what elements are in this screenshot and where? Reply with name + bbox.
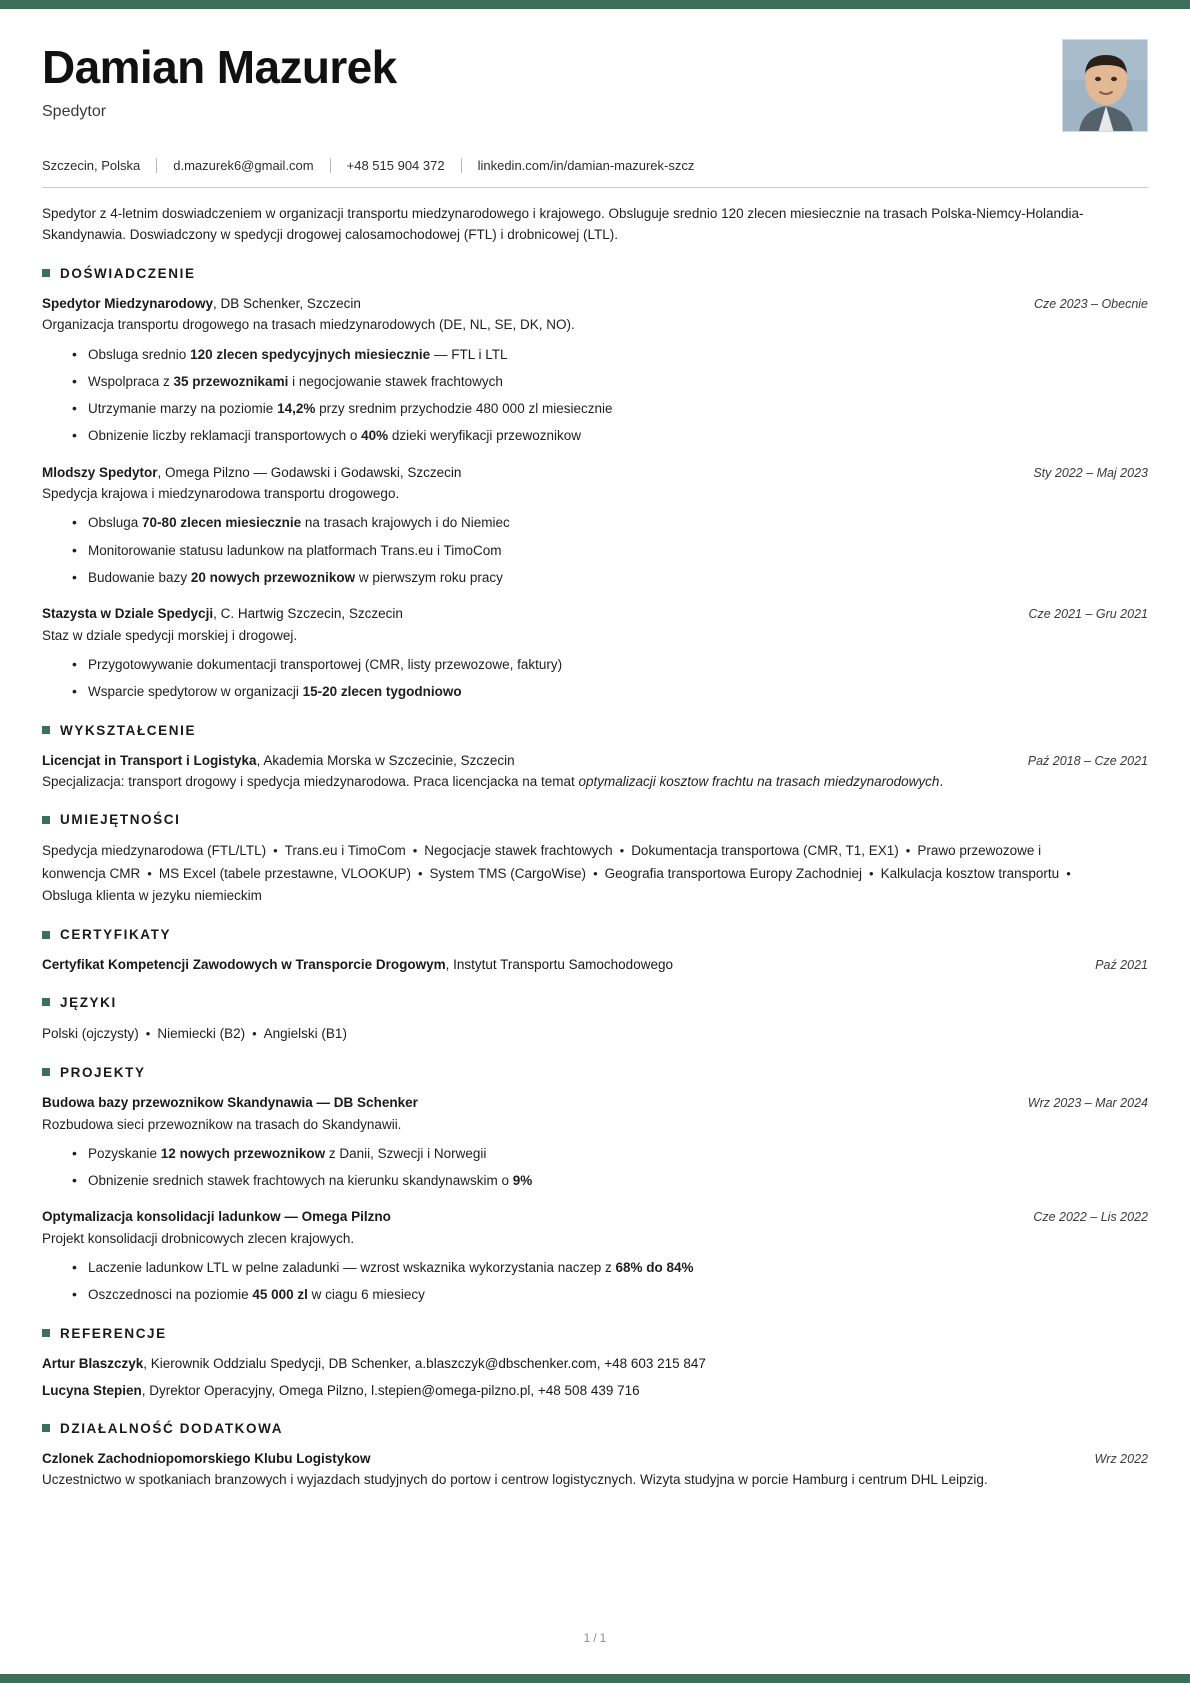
experience-entry-list (42, 294, 1148, 703)
bullet-list (42, 655, 1148, 703)
bullet-highlight: 9% (512, 1173, 533, 1189)
language-item: Angielski (B1) (263, 1025, 347, 1041)
section-heading-label: DZIAŁALNOŚĆ DODATKOWA (60, 1420, 284, 1436)
job-date: Cze 2023 – Obecnie (1034, 296, 1148, 311)
section-heading-label: WYKSZTAŁCENIE (60, 722, 197, 738)
experience-entry (42, 294, 1148, 447)
entry-title (42, 294, 1018, 314)
project-entry (42, 1207, 1148, 1305)
entry-title (42, 604, 1012, 624)
entry-header (42, 294, 1148, 314)
skill-separator: • (273, 843, 278, 859)
entry-subtitle-inline: , Instytut Transportu Samochodowego (445, 957, 673, 973)
square-bullet-icon (42, 726, 50, 734)
bullet-highlight: 12 nowych przewoznikow (160, 1145, 326, 1161)
job-role: Spedytor Miedzynarodowy (42, 295, 214, 311)
entry-title (42, 1354, 1148, 1374)
bullet-item: • Obnizenie srednich stawek frachtowych na kierunku skandynawskim o 9% (72, 1171, 1148, 1191)
professional-summary: Spedytor z 4-letnim doswiadczeniem w organizacji transportu miedzynarodowego i krajowego. Obsluguje srednio 120 zlecen miesiecznie na trasach Polska-Niemcy-Holandia-Skandynawia. Doswiadczony w spedycji drogowej calosamochodowej (FTL) i drobnicowej (LTL). (42, 206, 1084, 242)
extra-activity-name: Czlonek Zachodniopomorskiego Klubu Logistykow (42, 1450, 371, 1466)
bullet-item: • Budowanie bazy 20 nowych przewoznikow w pierwszym roku pracy (72, 568, 1148, 588)
job-date: Sty 2022 – Maj 2023 (1033, 465, 1148, 480)
project-entry-list (42, 1093, 1148, 1306)
skill-separator: • (619, 843, 625, 859)
entry-subtitle-inline: , Dyrektor Operacyjny, Omega Pilzno, l.stepien@omega-pilzno.pl, +48 508 439 716 (141, 1383, 640, 1399)
entry-title (42, 751, 1012, 771)
skill-item: Obsluga klienta w jezyku niemieckim (42, 887, 262, 903)
contact-divider (461, 158, 462, 173)
accent-bottom-bar (0, 1674, 1190, 1683)
skill-separator: • (412, 843, 418, 859)
bullet-highlight: 45 000 zl (252, 1287, 308, 1303)
section-heading-experience (42, 266, 1148, 281)
reference-entry (42, 1381, 1148, 1401)
project-name: Budowa bazy przewoznikow Skandynawia — DB Schenker (42, 1094, 418, 1110)
section-education (42, 723, 1148, 793)
bullet-highlight: 15-20 zlecen tygodniowo (302, 684, 462, 700)
education-entry-list (42, 751, 1148, 793)
entry-subtitle-inline: , Akademia Morska w Szczecinie, Szczecin (256, 752, 515, 768)
project-date: Cze 2022 – Lis 2022 (1033, 1210, 1148, 1225)
page-indicator: 1 / 1 (583, 1633, 607, 1645)
bullet-highlight: 35 przewoznikami (173, 373, 289, 389)
skills-list (42, 840, 1092, 907)
section-heading-projects (42, 1065, 1148, 1080)
bullet-item: • Przygotowywanie dokumentacji transportowej (CMR, listy przewozowe, faktury) (72, 655, 1148, 675)
entry-title (42, 1449, 1079, 1469)
entry-subtitle-inline: , C. Hartwig Szczecin, Szczecin (213, 606, 403, 622)
skill-separator: • (593, 865, 598, 881)
job-date: Cze 2021 – Gru 2021 (1028, 607, 1148, 622)
language-separator: • (145, 1025, 151, 1041)
entry-title (42, 463, 1017, 483)
thesis-title: optymalizacji kosztow frachtu na trasach miedzynarodowych (578, 774, 940, 790)
contact-location: Szczecin, Polska (42, 158, 141, 173)
section-heading-education (42, 723, 1148, 738)
square-bullet-icon (42, 1424, 50, 1432)
certificate-entry (42, 955, 1148, 975)
section-references (42, 1326, 1148, 1401)
square-bullet-icon (42, 931, 50, 939)
bullet-list (42, 513, 1148, 588)
reference-name: Artur Blaszczyk (42, 1355, 144, 1371)
section-heading-skills (42, 812, 1148, 827)
section-projects (42, 1065, 1148, 1306)
bullet-item: • Laczenie ladunkow LTL w pelne zaladunki — wzrost wskaznika wykorzystania naczep z 68% do 84% (72, 1258, 1148, 1278)
entry-header (42, 1207, 1148, 1227)
section-experience (42, 266, 1148, 703)
square-bullet-icon (42, 998, 50, 1006)
entry-header (42, 1449, 1148, 1469)
bullet-item: • Pozyskanie 12 nowych przewoznikow z Danii, Szwecji i Norwegii (72, 1144, 1148, 1164)
job-title: Spedytor (42, 103, 107, 121)
languages-list (42, 1023, 1092, 1045)
experience-entry (42, 604, 1148, 702)
section-heading-languages (42, 995, 1148, 1010)
bullet-highlight: 70-80 zlecen miesiecznie (142, 515, 302, 531)
skill-item: System TMS (CargoWise) (429, 865, 587, 881)
certificate-date: Paź 2021 (1095, 958, 1148, 973)
entry-subtitle-inline: , Omega Pilzno — Godawski i Godawski, Szczecin (157, 464, 462, 480)
header-divider (42, 187, 1148, 188)
section-heading-certificates (42, 927, 1148, 942)
experience-entry (42, 463, 1148, 589)
education-description: Specjalizacja: transport drogowy i spedycja miedzynarodowa. Praca licencjacka na temat optymalizacji kosztow frachtu na trasach miedzynarodowych. (42, 774, 944, 790)
section-extra-activity (42, 1421, 1148, 1491)
skill-item: Prawo przewozowe i konwencja CMR (42, 843, 1042, 881)
entry-subtitle-inline: , Kierownik Oddzialu Spedycji, DB Schenker, a.blaszczyk@dbschenker.com, +48 603 215 847 (143, 1355, 706, 1371)
entry-header (42, 463, 1148, 483)
bullet-item: • Oszczednosci na poziomie 45 000 zl w ciagu 6 miesiecy (72, 1285, 1148, 1305)
certificate-entry-list (42, 955, 1148, 975)
education-date: Paź 2018 – Cze 2021 (1027, 753, 1148, 768)
skill-item: Trans.eu i TimoCom (284, 843, 406, 859)
bullet-list (42, 345, 1148, 447)
reference-entry (42, 1354, 1148, 1374)
entry-header (42, 604, 1148, 624)
entry-title (42, 1381, 1148, 1401)
section-languages (42, 995, 1148, 1045)
skill-item: Spedycja miedzynarodowa (FTL/LTL) (42, 843, 267, 859)
resume-header (42, 35, 1148, 132)
extra-entry-list (42, 1449, 1148, 1491)
bullet-item: • Wspolpraca z 35 przewoznikami i negocjowanie stawek frachtowych (72, 372, 1148, 392)
entry-header (42, 1381, 1148, 1401)
bullet-item: • Utrzymanie marzy na poziomie 14,2% przy srednim przychodzie 480 000 zl miesiecznie (72, 399, 1148, 419)
bullet-highlight: 68% do 84% (615, 1260, 694, 1276)
section-certificates (42, 927, 1148, 975)
entry-header (42, 1093, 1148, 1113)
avatar (1062, 39, 1148, 132)
bullet-item: • Obsluga 70-80 zlecen miesiecznie na trasach krajowych i do Niemiec (72, 513, 1148, 533)
section-skills (42, 812, 1148, 907)
extra-activity-entry (42, 1449, 1148, 1491)
entry-title (42, 955, 1079, 975)
bullet-item: • Monitorowanie statusu ladunkow na platformach Trans.eu i TimoCom (72, 541, 1148, 561)
contact-linkedin[interactable]: linkedin.com/in/damian-mazurek-szcz (477, 158, 695, 173)
resume-content (0, 9, 1190, 1491)
bullet-highlight: 120 zlecen spedycyjnych miesiecznie (190, 346, 431, 362)
bullet-item: • Obsluga srednio 120 zlecen spedycyjnych miesiecznie — FTL i LTL (72, 345, 1148, 365)
degree-name: Licencjat in Transport i Logistyka (42, 752, 257, 768)
section-heading-label: REFERENCJE (60, 1325, 167, 1341)
project-date: Wrz 2023 – Mar 2024 (1027, 1095, 1148, 1110)
entry-title (42, 1093, 1012, 1113)
reference-name: Lucyna Stepien (42, 1383, 142, 1399)
page-title: Damian Mazurek (42, 41, 397, 93)
contact-row (42, 158, 1148, 173)
job-description: Organizacja transportu drogowego na trasach miedzynarodowych (DE, NL, SE, DK, NO). (42, 317, 575, 333)
job-role: Stazysta w Dziale Spedycji (42, 606, 214, 622)
language-item: Polski (ojczysty) (42, 1025, 139, 1041)
square-bullet-icon (42, 1068, 50, 1076)
skill-separator: • (147, 865, 152, 881)
avatar-photo-icon (1063, 40, 1148, 132)
section-heading-extra-activity (42, 1421, 1148, 1436)
section-heading-label: PROJEKTY (60, 1064, 146, 1080)
job-description: Spedycja krajowa i miedzynarodowa transportu drogowego. (42, 486, 400, 502)
contact-email[interactable]: d.mazurek6@gmail.com (173, 158, 314, 173)
entry-subtitle-inline: , DB Schenker, Szczecin (213, 295, 361, 311)
language-item: Niemiecki (B2) (157, 1025, 246, 1041)
accent-top-bar (0, 0, 1190, 9)
bullet-highlight: 40% (361, 428, 389, 444)
skill-separator: • (869, 865, 874, 881)
skill-separator: • (1066, 865, 1071, 881)
entry-title (42, 1207, 1017, 1227)
skill-separator: • (417, 865, 423, 881)
square-bullet-icon (42, 269, 50, 277)
skill-item: Negocjacje stawek frachtowych (424, 843, 613, 859)
skill-item: Kalkulacja kosztow transportu (880, 865, 1060, 881)
bullet-highlight: 20 nowych przewoznikow (190, 569, 356, 585)
skill-item: MS Excel (tabele przestawne, VLOOKUP) (158, 865, 411, 881)
header-text-block (42, 35, 1062, 121)
bullet-list (42, 1258, 1148, 1306)
certificate-name: Certyfikat Kompetencji Zawodowych w Transporcie Drogowym (42, 957, 446, 973)
contact-phone[interactable]: +48 515 904 372 (346, 158, 445, 173)
job-role: Mlodszy Spedytor (42, 464, 158, 480)
section-heading-references (42, 1326, 1148, 1341)
reference-entry-list (42, 1354, 1148, 1401)
bullet-item: • Obnizenie liczby reklamacji transportowych o 40% dzieki weryfikacji przewoznikow (72, 426, 1148, 446)
square-bullet-icon (42, 816, 50, 824)
entry-header (42, 1354, 1148, 1374)
project-entry (42, 1093, 1148, 1191)
bullet-list (42, 1144, 1148, 1192)
project-description: Projekt konsolidacji drobnicowych zlecen krajowych. (42, 1230, 355, 1246)
skill-item: Dokumentacja transportowa (CMR, T1, EX1) (631, 843, 899, 859)
section-heading-label: CERTYFIKATY (60, 927, 172, 943)
skill-item: Geografia transportowa Europy Zachodniej (604, 865, 863, 881)
bullet-item: • Wsparcie spedytorow w organizacji 15-20 zlecen tygodniowo (72, 682, 1148, 702)
section-heading-label: JĘZYKI (60, 994, 117, 1010)
project-name: Optymalizacja konsolidacji ladunkow — Omega Pilzno (42, 1209, 391, 1225)
bullet-highlight: 14,2% (277, 401, 316, 417)
extra-activity-description: Uczestnictwo w spotkaniach branzowych i wyjazdach studyjnych do portow i centrow logistycznych. Wizyta studyjna w porcie Hamburg i centrum DHL Leipzig. (42, 1472, 988, 1488)
entry-header (42, 751, 1148, 771)
entry-header (42, 955, 1148, 975)
extra-activity-date: Wrz 2022 (1094, 1451, 1148, 1466)
contact-divider (330, 158, 331, 173)
section-heading-label: DOŚWIADCZENIE (60, 265, 196, 281)
skill-separator: • (905, 843, 911, 859)
job-description: Staz w dziale spedycji morskiej i drogowej. (42, 627, 298, 643)
square-bullet-icon (42, 1329, 50, 1337)
contact-divider (156, 158, 157, 173)
language-separator: • (252, 1025, 257, 1041)
section-heading-label: UMIEJĘTNOŚCI (60, 812, 181, 828)
project-description: Rozbudowa sieci przewoznikow na trasach do Skandynawii. (42, 1116, 402, 1132)
education-entry (42, 751, 1148, 793)
